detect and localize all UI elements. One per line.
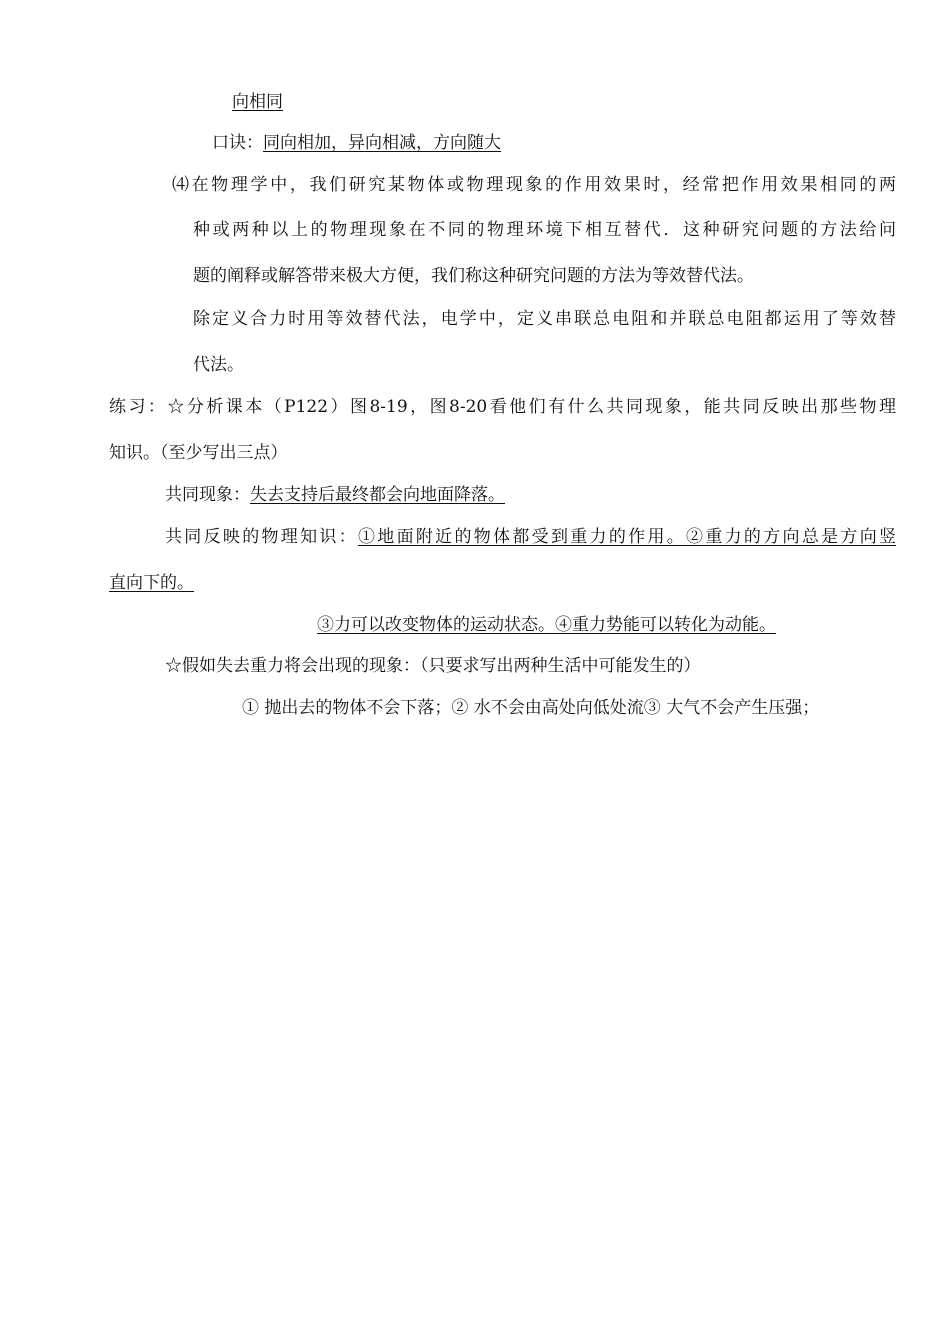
common-phenomenon — [165, 483, 505, 507]
common-phenomenon-answer: 失去支持后最终都会向地面降落。 — [250, 485, 505, 505]
common-knowledge-line-2: 直向下的。 — [109, 573, 194, 593]
paragraph-4-line-1: ⑷在物理学中，我们研究某物体或物理现象的作用效果时，经常把作用效果相同的两 — [172, 175, 896, 195]
mnemonic-text: 同向相加，异向相减，方向随大 — [263, 133, 501, 153]
paragraph-5-line-1: 除定义合力时用等效替代法，电学中，定义串联总电阻和并联总电阻都运用了等效替 — [193, 309, 896, 329]
question-no-gravity: ☆假如失去重力将会出现的现象：（只要求写出两种生活中可能发生的） — [165, 656, 701, 676]
exercise-line-2: 知识。（至少写出三点） — [109, 443, 288, 463]
line-direction-same: 向相同 — [232, 92, 283, 112]
paragraph-5-line-2: 代法。 — [193, 355, 244, 375]
answer-no-gravity: ① 抛出去的物体不会下落；② 水不会由高处向低处流③ 大气不会产生压强； — [242, 698, 820, 718]
common-knowledge-line-1 — [165, 525, 896, 549]
paragraph-4-line-3: 题的阐释或解答带来极大方便，我们称这种研究问题的方法为等效替代法。 — [193, 266, 754, 286]
common-phenomenon-label: 共同现象： — [165, 485, 250, 505]
common-knowledge-answer-1: ①地面附近的物体都受到重力的作用。②重力的方向总是方向竖 — [357, 527, 897, 547]
paragraph-4-line-2: 种或两种以上的物理现象在不同的物理环境下相互替代．这种研究问题的方法给问 — [193, 220, 896, 240]
common-knowledge-label: 共同反映的物理知识： — [165, 527, 358, 547]
common-knowledge-line-3: ③力可以改变物体的运动状态。④重力势能可以转化为动能。 — [317, 615, 776, 635]
exercise-line-1: 练习：☆分析课本（P122）图8-19，图8-20看他们有什么共同现象，能共同反映出那些物理 — [109, 397, 896, 417]
mnemonic-label: 口诀： — [212, 133, 263, 153]
line-mnemonic — [212, 131, 501, 155]
